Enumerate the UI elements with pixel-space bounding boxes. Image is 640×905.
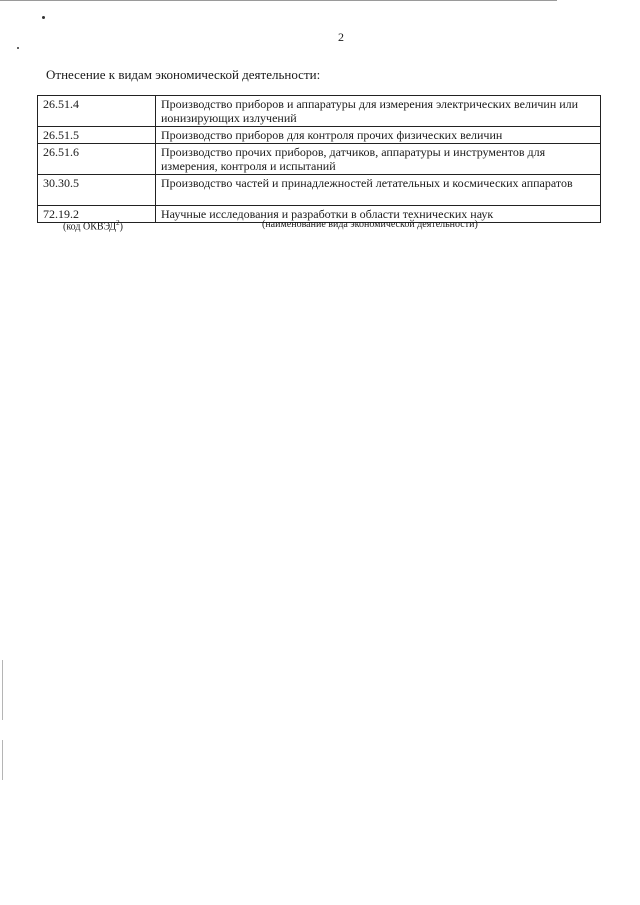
- table-row: [38, 96, 601, 127]
- okved-code: 26.51.6: [38, 144, 156, 175]
- scan-margin-mark: [2, 660, 3, 720]
- code-caption-close: ): [119, 221, 123, 233]
- top-edge-rule: [0, 0, 557, 1]
- table-row: [38, 144, 601, 175]
- scan-speck: [42, 16, 45, 19]
- okved-table: [37, 95, 601, 223]
- footnote-marker: 2: [116, 219, 120, 227]
- code-column-caption: [63, 219, 123, 232]
- code-caption-text: (код ОКВЭД: [63, 221, 117, 233]
- table-row: [38, 175, 601, 206]
- table-row: [38, 127, 601, 144]
- activity-name: Производство приборов и аппаратуры для измерения электрических величин или ионизирующих излучений: [156, 96, 601, 127]
- scan-speck: [17, 47, 19, 49]
- activity-name: Производство прочих приборов, датчиков, аппаратуры и инструментов для измерения, контроля и испытаний: [156, 144, 601, 175]
- activity-name: Научные исследования и разработки в области технических наук: [156, 206, 601, 223]
- okved-code: 72.19.2: [38, 206, 156, 223]
- activity-name: Производство приборов для контроля прочих физических величин: [156, 127, 601, 144]
- okved-code: 26.51.5: [38, 127, 156, 144]
- scan-margin-mark: [2, 740, 3, 780]
- page-number: 2: [338, 30, 344, 44]
- section-heading: Отнесение к видам экономической деятельности:: [46, 67, 321, 82]
- okved-code: 26.51.4: [38, 96, 156, 127]
- name-column-caption: (наименование вида экономической деятельности): [262, 219, 478, 230]
- okved-code: 30.30.5: [38, 175, 156, 206]
- activity-name: Производство частей и принадлежностей летательных и космических аппаратов: [156, 175, 601, 206]
